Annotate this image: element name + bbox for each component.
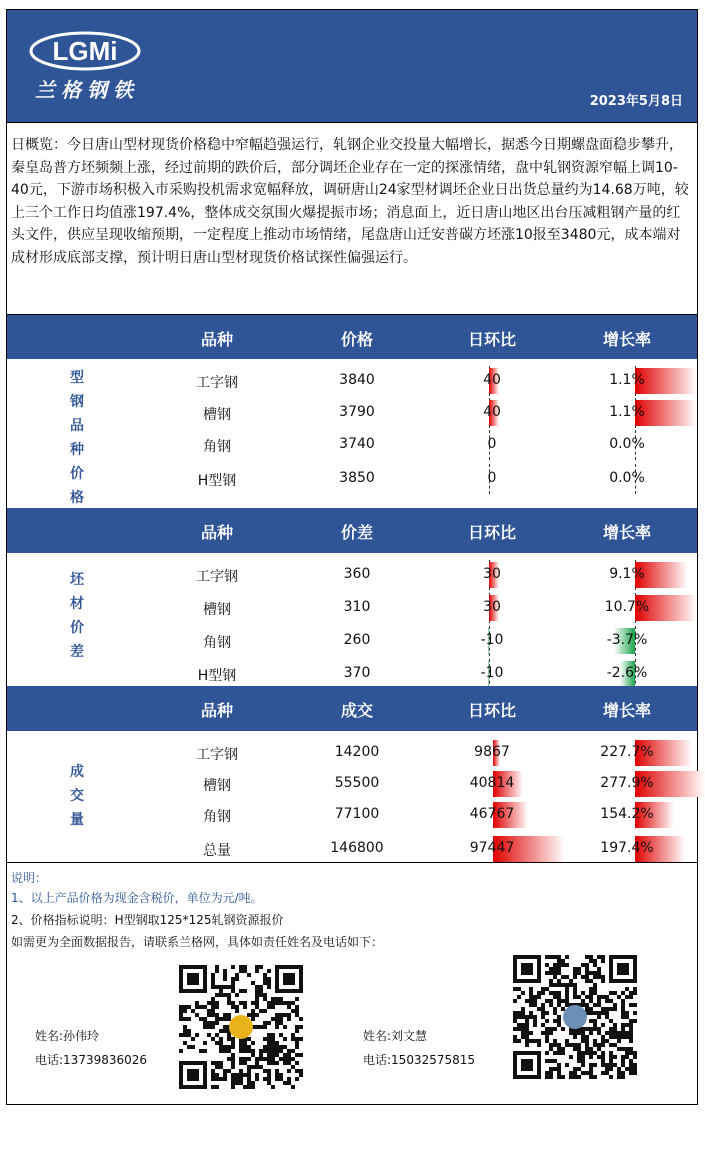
col-header-variety: 品种 <box>200 523 233 542</box>
table-row <box>147 626 697 654</box>
label-char: 价 <box>70 620 84 636</box>
section-header <box>7 508 697 553</box>
label-char: 材 <box>70 596 84 612</box>
table-row <box>147 366 697 394</box>
change-cell: 40 <box>483 372 501 388</box>
daily-summary: 日概览：今日唐山型材现货价格稳中窄幅趋强运行，轧钢企业交投量大幅增长，据悉今日期螺盘面稳步攀升，秦皇岛普方坯频频上涨，经过前期的跌价后，部分调坯企业存在一定的探涨情绪，盘中轧钢资源窄幅上调10-40元，下游市场积极入市采购投机需求宽幅释放，调研唐山24家型材调坯企业日出货总量约为14.68万吨，较上三个工作日均值涨197.4%，整体成交氛围火爆提振市场；消息面上，近日唐山地区出台压减粗钢产量的红头文件，供应呈现收缩预期，一定程度上推动市场情绪，尾盘唐山迁安普碳方坯涨10报至3480元，成本端对成材形成底部支撑，预计明日唐山型材现货价格试探性偏强运行。 <box>11 137 689 266</box>
rate-cell: 1.1% <box>609 404 645 420</box>
change-cell: 40 <box>483 404 501 420</box>
table-row <box>147 769 697 797</box>
label-char: 坯 <box>70 572 84 588</box>
label-char: 种 <box>70 442 84 458</box>
col-header-rate: 增长率 <box>602 330 651 349</box>
value-cell: 55500 <box>334 775 380 791</box>
note-line: 2、价格指标说明：H型钢取125*125轧钢资源报价 <box>11 913 284 927</box>
qr-code-icon <box>513 955 637 1079</box>
qr-code-icon <box>179 965 303 1089</box>
report-frame <box>6 9 698 1105</box>
variety-cell: 角钢 <box>203 809 231 825</box>
section-billet-spread <box>7 508 697 686</box>
table-row <box>147 560 697 588</box>
value-cell: 3840 <box>339 372 375 388</box>
col-header-price: 价格 <box>340 330 373 349</box>
lgmi-logo <box>29 30 141 72</box>
label-char: 交 <box>70 788 84 804</box>
contact-name: 姓名:孙伟玲 <box>35 1029 100 1043</box>
change-cell: 46767 <box>469 806 515 822</box>
rate-cell: 197.4% <box>600 840 654 856</box>
rate-cell: 0.0% <box>609 436 645 452</box>
variety-cell: H型钢 <box>197 668 237 684</box>
col-header-variety: 品种 <box>200 701 233 720</box>
notes-section <box>7 862 697 1104</box>
rate-cell: 154.2% <box>600 806 654 822</box>
note-line: 1、以上产品价格为现金含税价，单位为元/吨。 <box>11 891 263 905</box>
section-volume <box>7 686 697 862</box>
table-row <box>147 800 697 828</box>
contact-name: 姓名:刘文慧 <box>363 1029 428 1043</box>
label-char: 格 <box>70 490 84 506</box>
label-char: 量 <box>70 812 84 828</box>
value-cell: 146800 <box>330 840 384 856</box>
notes-title: 说明： <box>11 871 48 885</box>
section-header <box>7 314 697 359</box>
col-header-dod: 日环比 <box>467 701 516 720</box>
contact-phone: 电话:13739836026 <box>35 1053 148 1067</box>
variety-cell: 槽钢 <box>203 602 231 618</box>
value-cell: 3850 <box>339 470 375 486</box>
variety-cell: 总量 <box>203 843 231 859</box>
col-header-variety: 品种 <box>200 330 233 349</box>
change-cell: 30 <box>483 599 501 615</box>
rate-cell: 9.1% <box>609 566 645 582</box>
col-header-dod: 日环比 <box>467 523 516 542</box>
label-char: 型 <box>70 370 84 386</box>
rate-cell: 10.7% <box>604 599 650 615</box>
change-cell: 97447 <box>469 840 515 856</box>
label-char: 品 <box>70 418 84 434</box>
value-cell: 360 <box>343 566 371 582</box>
rate-cell: 1.1% <box>609 372 645 388</box>
logo-text: LGMi <box>52 36 118 66</box>
section-header <box>7 686 697 731</box>
change-cell: 9867 <box>474 744 510 760</box>
label-char: 成 <box>70 764 84 780</box>
value-cell: 14200 <box>334 744 380 760</box>
table-row <box>147 659 697 687</box>
report-date: 2023年5月8日 <box>589 94 683 109</box>
change-cell: 0 <box>487 436 497 452</box>
value-cell: 370 <box>343 665 371 681</box>
section-label <box>7 568 147 664</box>
rate-cell: 227.7% <box>600 744 654 760</box>
brand-name: 兰格钢铁 <box>35 78 139 102</box>
note-line: 如需更为全面数据报告，请联系兰格网，具体如责任姓名及电话如下： <box>11 935 384 949</box>
rate-cell: -2.6% <box>606 665 648 681</box>
section-label <box>7 760 147 832</box>
value-cell: 260 <box>343 632 371 648</box>
variety-cell: 角钢 <box>203 635 231 651</box>
variety-cell: 槽钢 <box>203 778 231 794</box>
change-cell: -10 <box>480 632 504 648</box>
change-cell: 40814 <box>469 775 515 791</box>
change-cell: 0 <box>487 470 497 486</box>
rate-cell: -3.7% <box>606 632 648 648</box>
value-cell: 3790 <box>339 404 375 420</box>
value-cell: 77100 <box>334 806 380 822</box>
change-cell: 30 <box>483 566 501 582</box>
col-header-rate: 增长率 <box>602 701 651 720</box>
rate-cell: 0.0% <box>609 470 645 486</box>
section-section-price <box>7 314 697 508</box>
table-row <box>147 834 697 862</box>
label-char: 钢 <box>70 394 84 410</box>
variety-cell: 槽钢 <box>203 407 231 423</box>
table-row <box>147 593 697 621</box>
col-header-spread: 价差 <box>340 523 373 542</box>
rate-cell: 277.9% <box>600 775 654 791</box>
value-cell: 310 <box>343 599 371 615</box>
table-row <box>147 398 697 426</box>
variety-cell: 工字钢 <box>196 569 238 585</box>
table-row <box>147 738 697 766</box>
label-char: 差 <box>70 644 84 660</box>
variety-cell: 工字钢 <box>196 747 238 763</box>
report-header <box>7 10 697 123</box>
change-cell: -10 <box>480 665 504 681</box>
value-cell: 3740 <box>339 436 375 452</box>
contact-phone: 电话:15032575815 <box>363 1053 476 1067</box>
col-header-dod: 日环比 <box>467 330 516 349</box>
table-row <box>147 430 697 458</box>
section-label <box>7 366 147 510</box>
col-header-rate: 增长率 <box>602 523 651 542</box>
variety-cell: 角钢 <box>203 439 231 455</box>
table-row <box>147 464 697 492</box>
col-header-volume: 成交 <box>340 701 373 720</box>
label-char: 价 <box>70 466 84 482</box>
variety-cell: H型钢 <box>197 473 237 489</box>
variety-cell: 工字钢 <box>196 375 238 391</box>
